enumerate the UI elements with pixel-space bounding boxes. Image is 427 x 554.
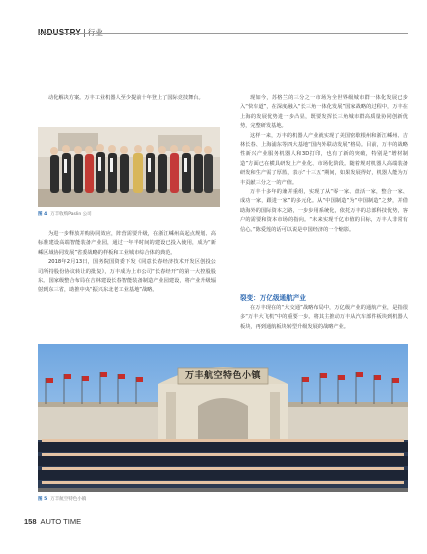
figure-5-caption-text: 万丰航空特色小镇 xyxy=(50,497,87,502)
right-column-top xyxy=(240,94,408,235)
figure-5-label: 图 5 xyxy=(38,497,48,502)
body-paragraph: 2018年2月13日，国务院国资委下发《同意长春经济技术开发区创投公司所持股份协议转让的批复》，万丰成为上市公司“长春经开”的第一大控股股东。国家级整合布局在吉林建设长春智能装备制造产业园建设，将产业升级辐射到东三省，助推中央“振兴东北老工业基地”战略。 xyxy=(38,259,216,294)
figure-4-caption xyxy=(38,211,92,217)
right-column-bottom xyxy=(240,304,408,332)
figure-4-photo xyxy=(38,127,220,207)
aviation-town-gate-illustration xyxy=(38,344,408,492)
header-rule xyxy=(38,33,408,34)
body-paragraph: 动化解决方案。万丰工业机器人至少提前十年登上了国际竞技舞台。 xyxy=(48,95,204,101)
section-heading: 裂变：万亿级通航产业 xyxy=(240,294,306,302)
figure-5-photo xyxy=(38,344,408,492)
page-number: 158 xyxy=(24,517,37,526)
gate-sign: 万丰航空特色小镇 xyxy=(184,371,261,381)
body-paragraph: 现如今，苏格兰的三分之一市场为全世界级城市群一体化发展已步入“快车道”，在深度融入“长三角一体化发展”国家战略的过程中，万丰在上海的发展优势进一步凸显，既要发挥长三角城市群高质量协同创新优势，完整研发基地。 xyxy=(240,95,408,130)
page-footer xyxy=(24,517,81,526)
body-paragraph: 为进一步释放并购协同效应，阵营需要升级，在浙江嵊州高起点规划、高标准建设高端智能装备产业园，通过一年半时间的建设已投入使用，成为“新嵊区域协同发展”省委战略的样板和工业城市综合体的典范。 xyxy=(38,231,216,256)
left-column-top xyxy=(38,94,216,103)
body-paragraph: 在万丰现在的“大交通”战略布局中，万亿级产业的通航产业，是指很多“万丰大飞机”中的重要一步。将其主推动万丰从汽车部件板块到机器人板块，再到通航板块转型升级发展的战略产业。 xyxy=(240,305,408,330)
magazine-name: AUTO TIME xyxy=(40,517,82,526)
body-paragraph: 这样一来，万丰的机器人产业就实现了美国密歇根州和浙江嵊州、吉林长春、上海浦东等四大基地“国内外联动发展”格局。目前，万丰的战略性新兴产业服务机器人和3D打印，也有了新的突破，特别是“增材制造”方面已在横具研发上产业化、市场化阶段。随着规对机器人高端装备研发和生产需了厚篮，表示“十三五”期间，如果发展得好，机器人能为万丰贡献三分之一的产值。 xyxy=(240,132,408,186)
page-header xyxy=(38,20,408,34)
figure-5-caption xyxy=(38,496,86,502)
figure-4-label: 图 4 xyxy=(38,212,48,217)
left-column-bottom xyxy=(38,230,216,296)
group-photo-illustration xyxy=(38,127,220,207)
figure-4-caption-text: 万丰收购Paslin 公司 xyxy=(50,212,92,217)
body-paragraph: 万丰十多年的兼并重组，实现了从“零一家、盘活一家，整合一家、成功一家，跟进一家”的多元化。从“中国制造”为“中国制造”之梦，并借助海外的国际资本之路，一步步用系统化，依托万丰的总部科技优势，客户的需要和资本市场的指向。“未来实现千亿市值的目标，万丰人非常有信心。”陈爱莲的话可以说是中国经济的一个缩影。 xyxy=(240,189,408,233)
